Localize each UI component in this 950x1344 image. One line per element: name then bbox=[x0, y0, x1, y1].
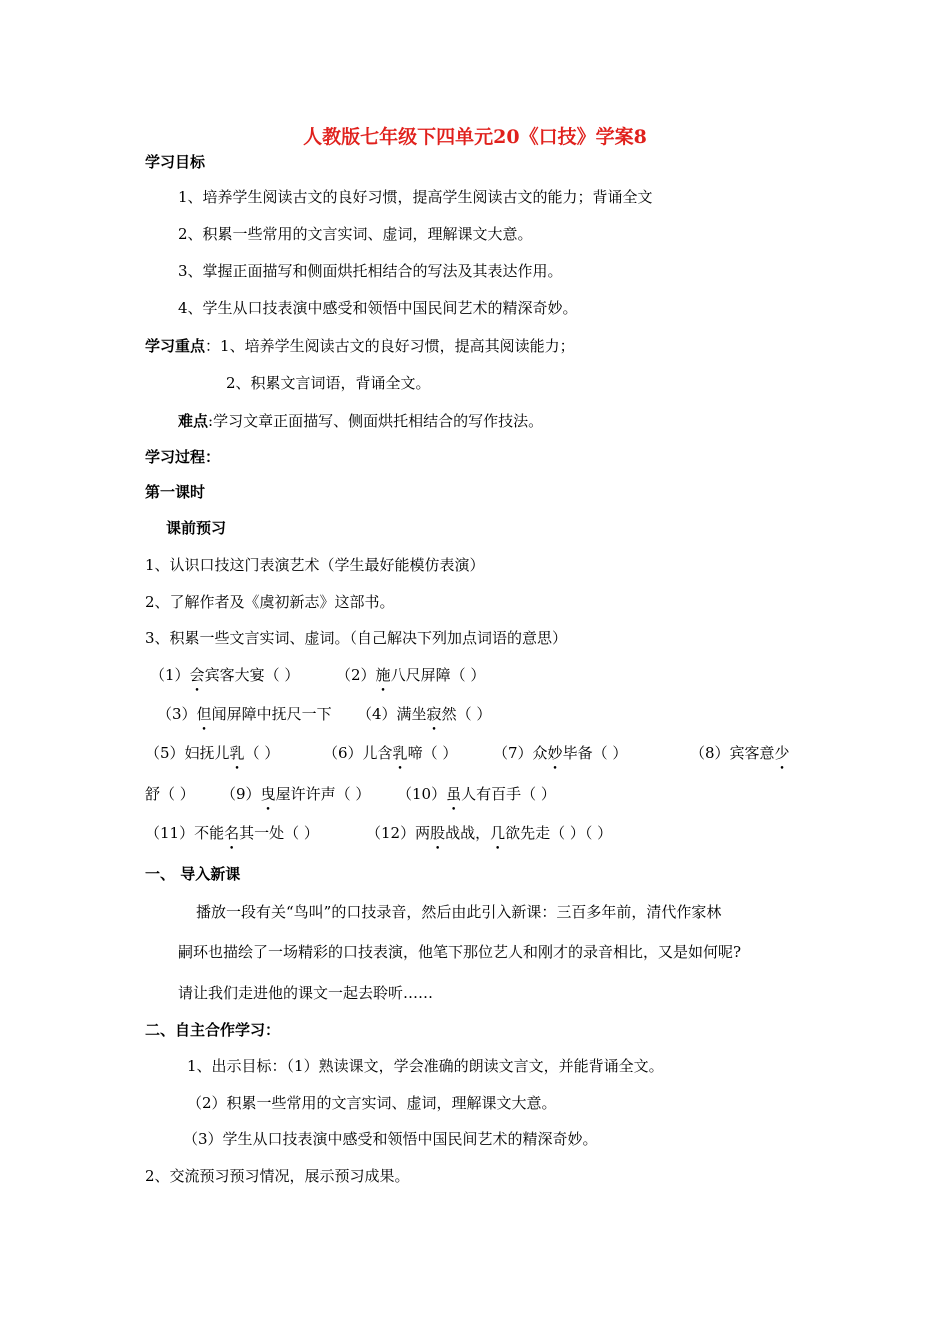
vocab-text: 然（ ） bbox=[441, 705, 492, 723]
vocab-item-11 bbox=[145, 823, 319, 843]
vocab-number: （4）满坐 bbox=[357, 705, 427, 723]
vocab-item-9 bbox=[221, 784, 370, 804]
vocab-text: 其一处（ ） bbox=[239, 824, 319, 842]
goals-heading: 学习目标 bbox=[145, 153, 206, 171]
dotted-char: 乳 bbox=[229, 744, 245, 762]
focus-item: 2、积累文言词语，背诵全文。 bbox=[226, 374, 431, 392]
focus-label: 学习重点 bbox=[145, 337, 206, 355]
goal-item: 3、掌握正面描写和侧面烘托相结合的写法及其表达作用。 bbox=[178, 262, 563, 280]
preview-item: 1、认识口技这门表演艺术（学生最好能模仿表演） bbox=[145, 556, 485, 574]
section-item: 1、出示目标：（1）熟读课文，学会准确的朗读文言文，并能背诵全文。 bbox=[187, 1057, 664, 1075]
goal-item: 4、学生从口技表演中感受和领悟中国民间艺术的精深奇妙。 bbox=[178, 299, 578, 317]
vocab-item-8 bbox=[690, 743, 790, 763]
paragraph-line: 请让我们走进他的课文一起去聆听…… bbox=[178, 984, 434, 1002]
vocab-number: （1） bbox=[150, 666, 190, 684]
vocab-text: 闻屏障中抚尺一下 bbox=[211, 705, 332, 723]
vocab-text: （ ） bbox=[244, 744, 280, 762]
vocab-number: （6）儿含 bbox=[323, 744, 393, 762]
preview-heading: 课前预习 bbox=[166, 519, 227, 537]
focus-colon: ： bbox=[205, 337, 221, 355]
dotted-char: 施 bbox=[375, 666, 391, 684]
difficulty-label: 难点 bbox=[178, 412, 209, 430]
vocab-item-6 bbox=[323, 743, 457, 763]
section-item: （3）学生从口技表演中感受和领悟中国民间艺术的精深奇妙。 bbox=[183, 1130, 598, 1148]
dotted-char: 虽 bbox=[446, 785, 462, 803]
section-heading: 二、自主合作学习： bbox=[145, 1021, 281, 1039]
document-title: 人教版七年级下四单元20《口技》学案8 bbox=[303, 126, 647, 148]
focus-item: 1、培养学生阅读古文的良好习惯，提高其阅读能力； bbox=[220, 337, 575, 355]
vocab-item-5 bbox=[145, 743, 279, 763]
difficulty-line bbox=[178, 411, 543, 431]
vocab-text: 战战， bbox=[445, 824, 491, 842]
lesson-heading: 第一课时 bbox=[145, 483, 206, 501]
dotted-char: 会 bbox=[189, 666, 205, 684]
vocab-item-8-cont: 舒（ ） bbox=[145, 785, 195, 803]
process-heading: 学习过程： bbox=[145, 448, 221, 466]
vocab-item-2 bbox=[336, 665, 485, 685]
paragraph-line: 播放一段有关“鸟叫”的口技录音，然后由此引入新课：三百多年前，清代作家林 bbox=[196, 903, 722, 921]
difficulty-text: :学习文章正面描写、侧面烘托相结合的写作技法。 bbox=[208, 412, 544, 430]
vocab-item-10 bbox=[397, 784, 556, 804]
vocab-number: （8）宾客意 bbox=[690, 744, 775, 762]
dotted-char: 名 bbox=[224, 824, 240, 842]
section-item: 2、交流预习预习情况，展示预习成果。 bbox=[145, 1167, 410, 1185]
dotted-char: 寂 bbox=[426, 705, 442, 723]
goal-item: 1、培养学生阅读古文的良好习惯，提高学生阅读古文的能力；背诵全文 bbox=[178, 188, 653, 206]
dotted-char: 曳 bbox=[260, 785, 276, 803]
dotted-char: 乳 bbox=[392, 744, 408, 762]
vocab-item-1 bbox=[150, 665, 299, 685]
dotted-char: 妙 bbox=[547, 744, 563, 762]
preview-item: 3、积累一些文言实词、虚词。（自己解决下列加点词语的意思） bbox=[145, 629, 568, 647]
vocab-number: （11）不能 bbox=[145, 824, 225, 842]
vocab-text: 毕备（ ） bbox=[562, 744, 628, 762]
goal-item: 2、积累一些常用的文言实词、虚词，理解课文大意。 bbox=[178, 225, 533, 243]
vocab-number: （10） bbox=[397, 785, 447, 803]
paragraph-line: 嗣环也描绘了一场精彩的口技表演，他笔下那位艺人和刚才的录音相比，又是如何呢? bbox=[178, 943, 742, 961]
vocab-text: 八尺屏障（ ） bbox=[390, 666, 486, 684]
section-heading: 一、 导入新课 bbox=[145, 865, 241, 883]
vocab-text: 宾客大宴（ ） bbox=[204, 666, 300, 684]
vocab-item-12 bbox=[366, 823, 612, 843]
section-item: （2）积累一些常用的文言实词、虚词，理解课文大意。 bbox=[187, 1094, 557, 1112]
vocab-text: 啼（ ） bbox=[407, 744, 458, 762]
vocab-number: （12）两 bbox=[366, 824, 431, 842]
vocab-text: 人有百手（ ） bbox=[461, 785, 556, 803]
dotted-char: 少 bbox=[774, 744, 790, 762]
dotted-char: 股 bbox=[430, 824, 446, 842]
vocab-number: （2） bbox=[336, 666, 376, 684]
vocab-number: （9） bbox=[221, 785, 261, 803]
vocab-text: 欲先走（ ）（ ） bbox=[505, 824, 613, 842]
dotted-char: 几 bbox=[490, 824, 506, 842]
dotted-char: 但 bbox=[196, 705, 212, 723]
vocab-number: （7）众 bbox=[493, 744, 548, 762]
vocab-number: （3） bbox=[157, 705, 197, 723]
vocab-item-4 bbox=[357, 704, 491, 724]
vocab-item-3 bbox=[157, 704, 332, 724]
focus-line bbox=[145, 336, 575, 356]
vocab-number: （5）妇抚儿 bbox=[145, 744, 230, 762]
vocab-item-7 bbox=[493, 743, 627, 763]
vocab-text: 屋许许声（ ） bbox=[275, 785, 371, 803]
preview-item: 2、了解作者及《虞初新志》这部书。 bbox=[145, 593, 395, 611]
